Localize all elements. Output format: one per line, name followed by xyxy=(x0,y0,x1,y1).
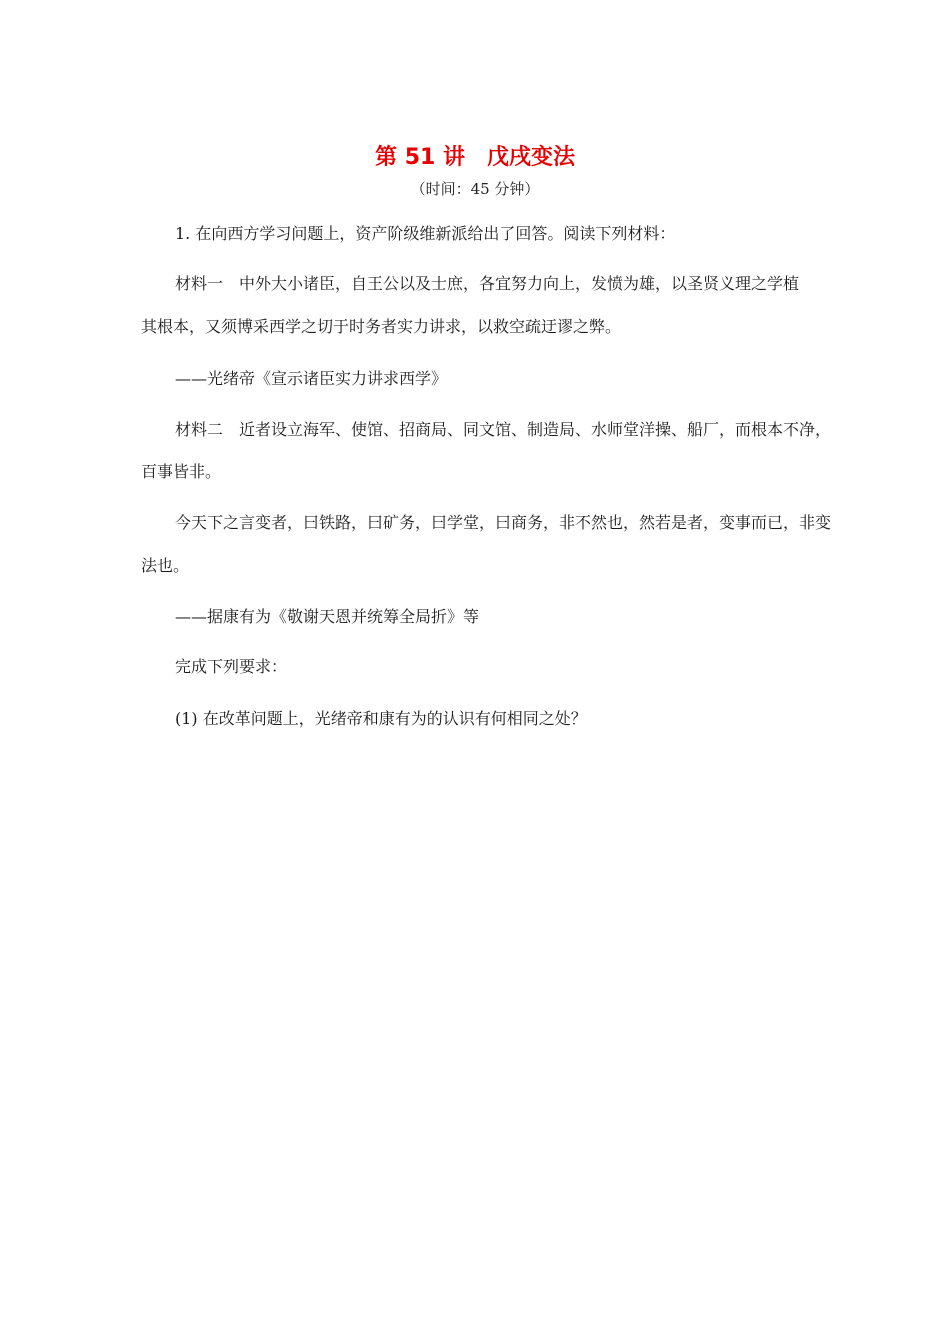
material-one-line-2: 其根本，又须博采西学之切于时务者实力讲求，以救空疏迂谬之弊。 xyxy=(141,317,622,336)
material-one-source: ——光绪帝《宣示诸臣实力讲求西学》 xyxy=(175,369,448,388)
question-intro: 1. 在向西方学习问题上，资产阶级维新派给出了回答。阅读下列材料： xyxy=(175,224,676,243)
lesson-title: 第 51 讲 戊戌变法 xyxy=(375,145,575,170)
sub-question-1: (1) 在改革问题上，光绪帝和康有为的认识有何相同之处？ xyxy=(175,709,587,728)
material-two-line-2: 百事皆非。 xyxy=(141,462,222,481)
material-two-source: ——据康有为《敬谢天恩并统筹全局折》等 xyxy=(175,607,480,626)
requirements-heading: 完成下列要求： xyxy=(175,657,288,676)
material-two-line-3: 今天下之言变者，曰铁路，曰矿务，曰学堂，曰商务，非不然也，然若是者，变事而已，非变 xyxy=(175,513,832,532)
time-limit: （时间：45 分钟） xyxy=(410,180,540,198)
material-two-line-1: 材料二 近者设立海军、使馆、招商局、同文馆、制造局、水师堂洋操、船厂，而根本不净， xyxy=(175,420,832,439)
material-two-line-4: 法也。 xyxy=(141,556,190,575)
material-one-line-1: 材料一 中外大小诸臣，自王公以及士庶，各宜努力向上，发愤为雄，以圣贤义理之学植 xyxy=(175,274,800,293)
